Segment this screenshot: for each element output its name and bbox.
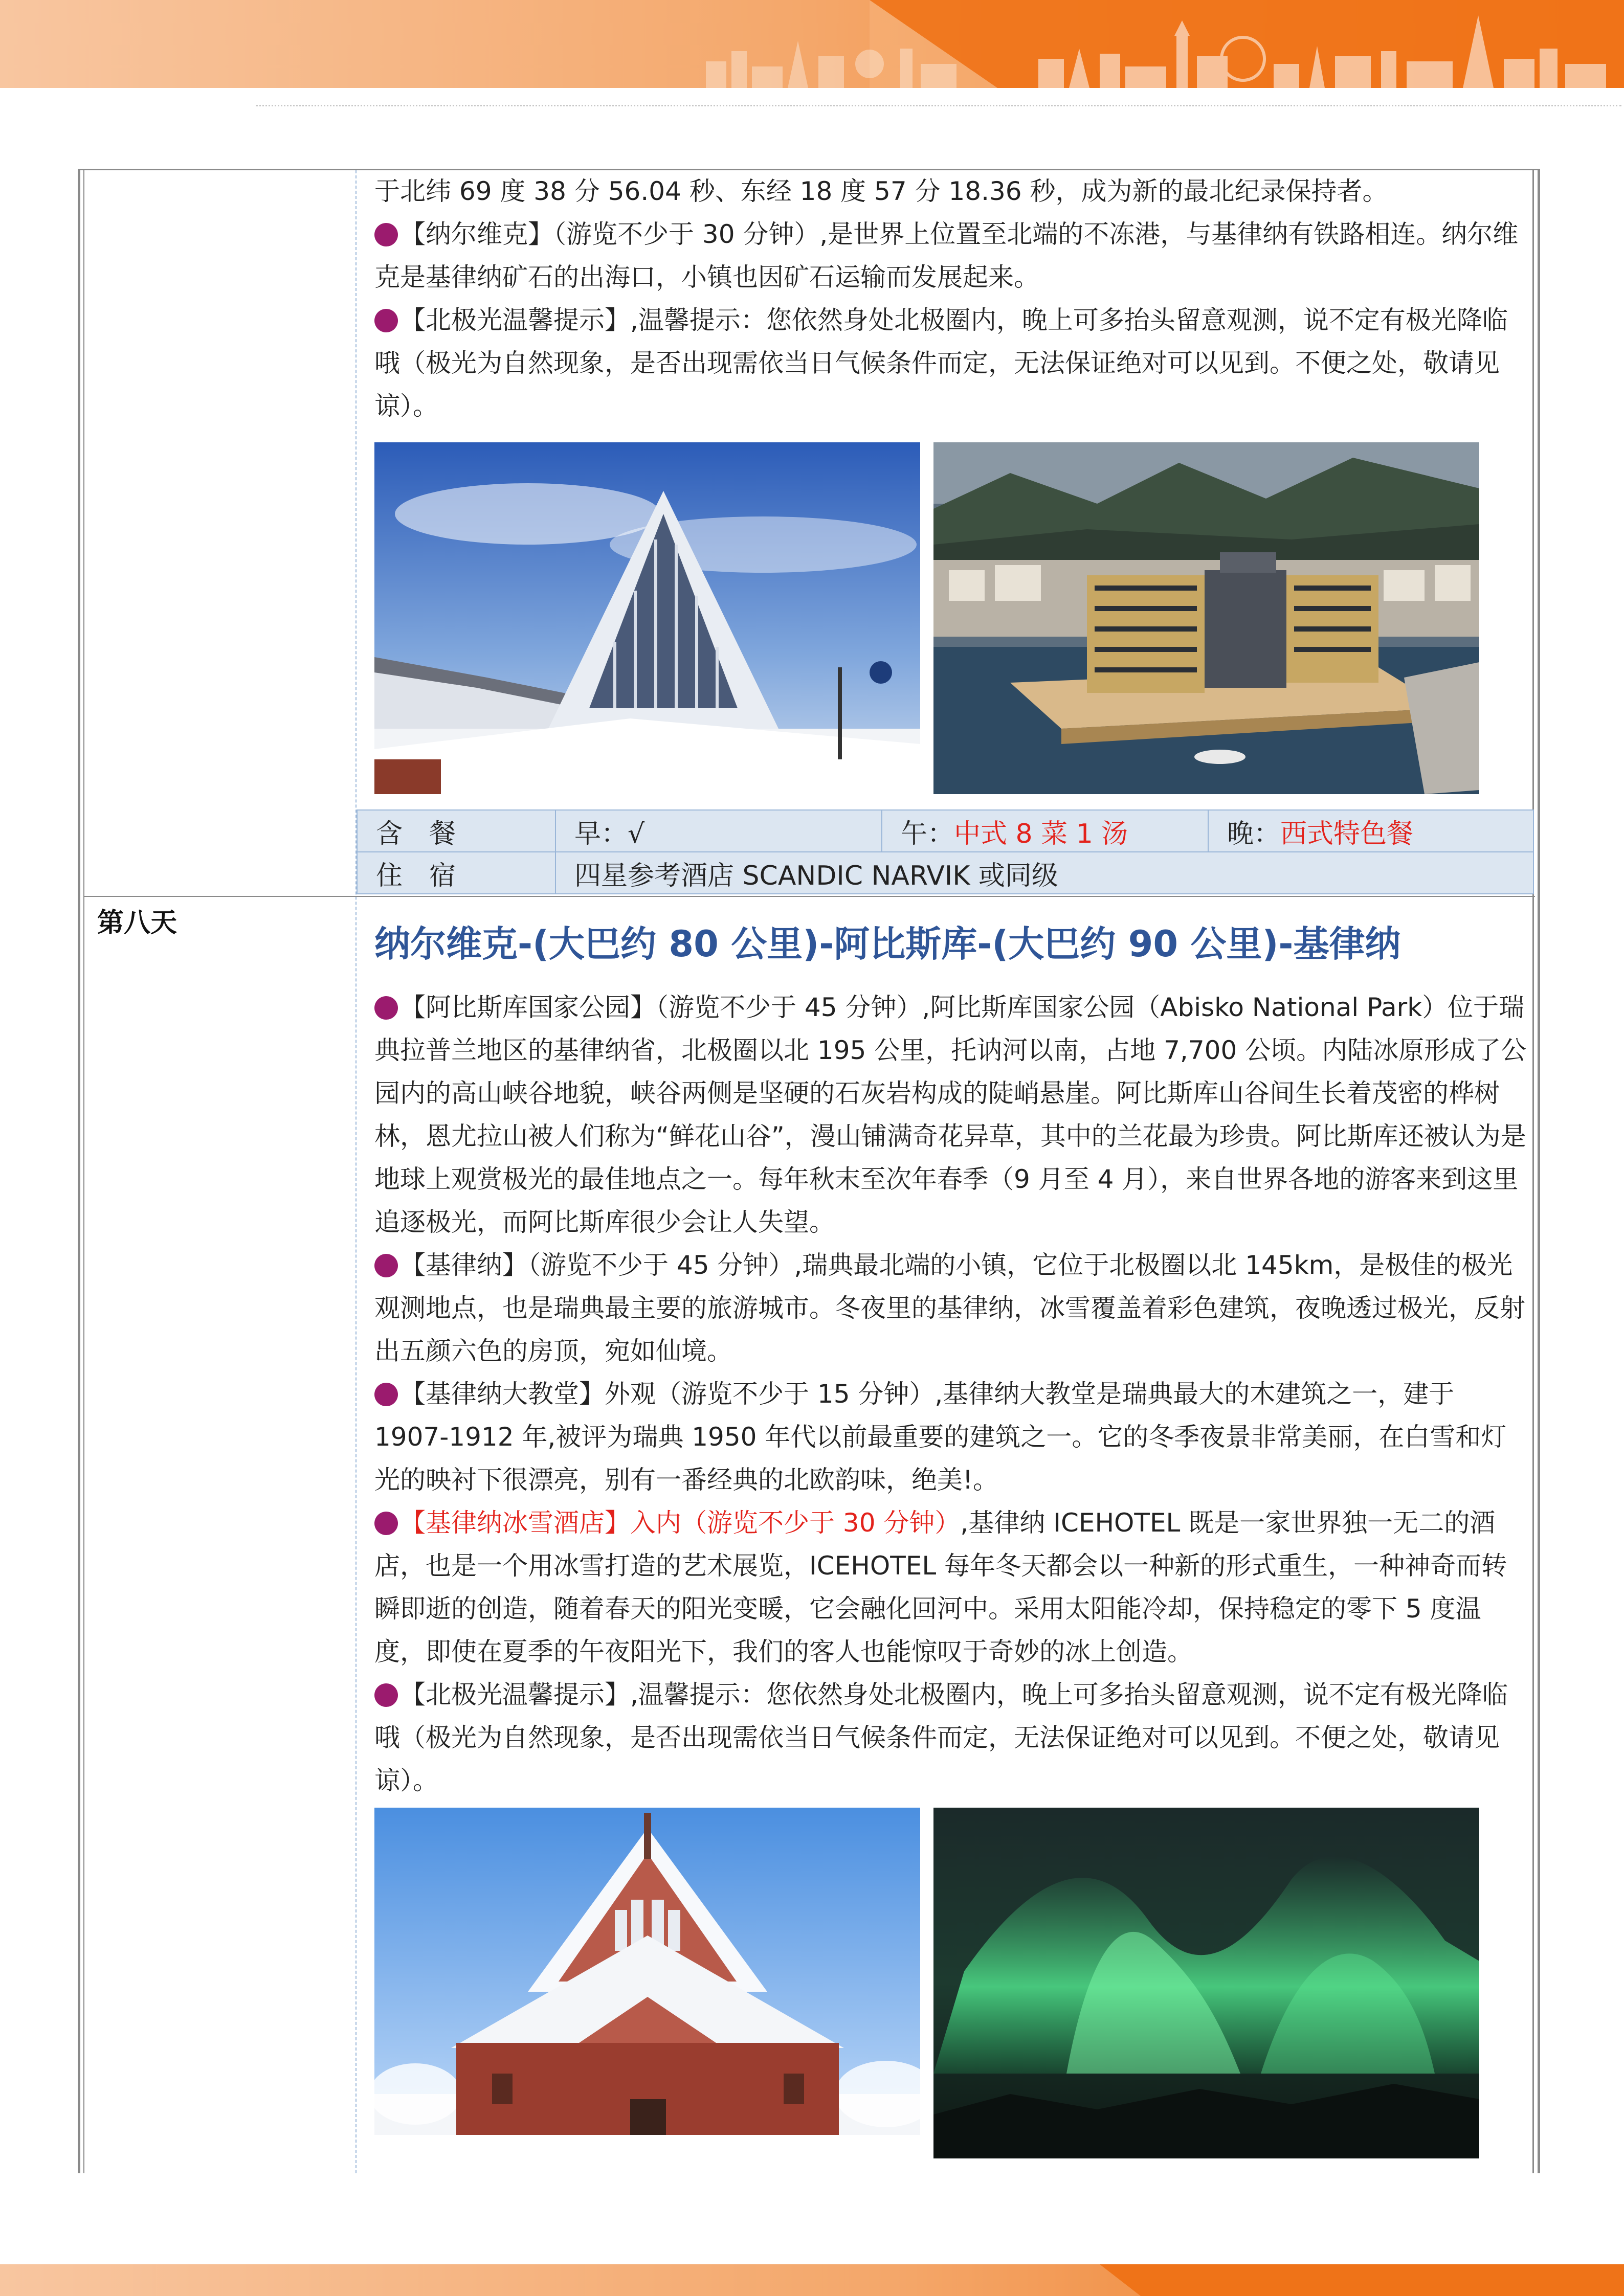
day7-paragraph-1: 于北纬 69 度 38 分 56.04 秒、东经 18 度 57 分 18.36 秒，成为新的最北纪录保持者。 (374, 176, 1388, 206)
bullet-dot-icon (374, 1512, 398, 1535)
lunch-cell: 午：中式 8 菜 1 汤 (882, 810, 1208, 852)
hotel-value: 四星参考酒店 SCANDIC NARVIK 或同级 (555, 852, 1533, 894)
day-route-title: 纳尔维克-(大巴约 80 公里)-阿比斯库-(大巴约 90 公里)-基律纳 (374, 923, 1401, 965)
day7-paragraph-aurora-tip: 【北极光温馨提示】,温馨提示：您依然身处北极圈内，晚上可多抬头留意观测，说不定有极光降临哦（极光为自然现象，是否出现需依当日气候条件而定，无法保证绝对可以见到。不便之处，敬请见谅）。 (374, 305, 1508, 421)
day8-paragraph-abisko: 【阿比斯库国家公园】（游览不少于 45 分钟）,阿比斯库国家公园（Abisko National Park）位于瑞典拉普兰地区的基律纳省，北极圈以北 195 公里，托讷河以南，占地 7,700 公顷。内陆冰原形成了公园内的高山峡谷地貌，峡谷两侧是坚硬的石灰岩构成的陡峭悬崖。阿比斯库山谷间生长着茂密的桦树林，恩尤拉山被人们称为“鲜花山谷”，漫山铺满奇花异草，其中的兰花最为珍贵。阿比斯库还被认为是地球上观赏极光的最佳地点之一。每年秋末至次年春季（9 月至 4 月），来自世界各地的游客来到这里追逐极光，而阿比斯库很少会让人失望。 (374, 993, 1527, 1237)
photo-kiruna-church (374, 1808, 920, 2158)
bullet-dot-icon (374, 1383, 398, 1406)
hotel-row (357, 852, 1533, 894)
table-border-left-inner (83, 169, 84, 2173)
bullet-dot-icon (374, 309, 398, 332)
meal-label: 含 餐 (357, 810, 555, 852)
column-divider (355, 170, 357, 2173)
day8-paragraph-icehotel: 【基律纳冰雪酒店】入内（游览不少于 30 分钟）,基律纳 ICEHOTEL 既是一家世界独一无二的酒店，也是一个用冰雪打造的艺术展览，ICEHOTEL 每年冬天都会以一种新的形式重生，一种神奇而转瞬即逝的创造，随着春天的阳光变暖，它会融化回河中。采用太阳能冷却，保持稳定的零下 5 度温度，即使在夏季的午夜阳光下，我们的客人也能惊叹于奇妙的冰上创造。 (374, 1508, 1507, 1667)
hotel-label: 住 宿 (357, 852, 555, 894)
day-label: 第八天 (97, 908, 177, 938)
bullet-dot-icon (374, 223, 398, 246)
day-row-divider (83, 896, 1535, 897)
day8-paragraph-kiruna: 【基律纳】（游览不少于 45 分钟）,瑞典最北端的小镇，它位于北极圈以北 145km，是极佳的极光观测地点，也是瑞典最主要的旅游城市。冬夜里的基律纳，冰雪覆盖着彩色建筑，夜晚透过极光，反射出五颜六色的房顶，宛如仙境。 (374, 1250, 1525, 1366)
photo-scandic-narvik-hotel (933, 442, 1479, 794)
day8-paragraph-kiruna-church: 【基律纳大教堂】外观（游览不少于 15 分钟）,基律纳大教堂是瑞典最大的木建筑之一，建于 1907-1912 年,被评为瑞典 1950 年代以前最重要的建筑之一。它的冬季夜景非常美丽，在白雪和灯光的映衬下很漂亮，别有一番经典的北欧韵味，绝美!。 (374, 1379, 1507, 1495)
day8-paragraph-aurora-tip: 【北极光温馨提示】,温馨提示：您依然身处北极圈内，晚上可多抬头留意观测，说不定有极光降临哦（极光为自然现象，是否出现需依当日气候条件而定，无法保证绝对可以见到。不便之处，敬请见谅）。 (374, 1680, 1508, 1795)
header-divider (256, 105, 1621, 106)
footer-banner (0, 2264, 1624, 2296)
bullet-dot-icon (374, 1683, 398, 1707)
breakfast-cell: 早：√ (555, 810, 882, 852)
table-border-right (1538, 169, 1540, 2173)
day7-description (374, 170, 1528, 427)
bullet-dot-icon (374, 996, 398, 1020)
table-border-right-inner (1532, 169, 1534, 2173)
day7-paragraph-narvik: 【纳尔维克】（游览不少于 30 分钟）,是世界上位置至北端的不冻港，与基律纳有铁路相连。纳尔维克是基律纳矿石的出海口，小镇也因矿石运输而发展起来。 (374, 219, 1519, 292)
meal-row (357, 810, 1533, 852)
dinner-cell: 晚：西式特色餐 (1208, 810, 1533, 852)
bullet-dot-icon (374, 1254, 398, 1277)
day7-meals-table (357, 809, 1534, 894)
table-border-left (78, 169, 80, 2173)
day8-description (374, 986, 1528, 1802)
photo-arctic-cathedral (374, 442, 920, 794)
photo-aurora-borealis (933, 1808, 1479, 2158)
dinner-value: 西式特色餐 (1280, 818, 1414, 849)
lunch-value: 中式 8 菜 1 汤 (954, 818, 1128, 849)
header-banner (0, 0, 1624, 88)
